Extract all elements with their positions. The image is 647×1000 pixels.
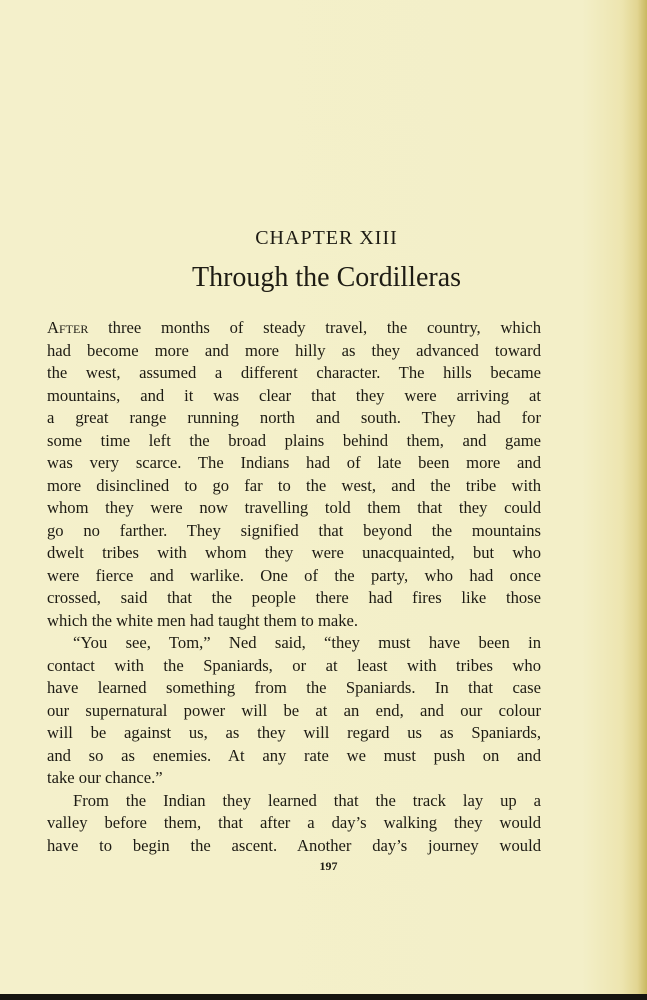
drop-word: After: [47, 318, 89, 337]
text-line: go no farther. They signified that beyond the mountains: [47, 520, 541, 540]
text-line: some time left the broad plains behind them, and game: [47, 430, 541, 450]
text-line: were fierce and warlike. One of the party, who had once: [47, 565, 541, 585]
text-line: the west, assumed a different character. The hills became: [47, 363, 541, 382]
text-line: After three months of steady travel, the country, which: [47, 318, 541, 337]
text-line: had become more and more hilly as they advanced toward: [47, 340, 541, 360]
text-line: crossed, said that the people there had fires like those: [47, 588, 541, 607]
text-line: “You see, Tom,” Ned said, “they must have been in: [73, 633, 541, 652]
text-line: will be against us, as they will regard us as Spaniards,: [47, 723, 541, 742]
text-line: which the white men had taught them to make.: [47, 610, 359, 630]
text-line: dwelt tribes with whom they were unacquainted, but who: [47, 543, 541, 562]
text-line: our supernatural power will be at an end, and our colour: [47, 700, 541, 720]
text-line: was very scarce. The Indians had of late been more and: [47, 453, 541, 472]
page-number: 197: [319, 859, 338, 873]
text-line: From the Indian they learned that the track lay up a: [73, 790, 541, 810]
text-line: have to begin the ascent. Another day’s journey would: [47, 835, 541, 855]
text-line: mountains, and it was clear that they were arriving at: [47, 385, 541, 405]
text-line: take our chance.”: [47, 768, 163, 787]
text-line: a great range running north and south. They had for: [47, 408, 541, 427]
chapter-title: Through the Cordilleras: [191, 262, 462, 293]
text-line: and so as enemies. At any rate we must push on and: [47, 745, 541, 765]
text-line: valley before them, that after a day’s walking they would: [47, 813, 541, 832]
text-line: whom they were now travelling told them that they could: [47, 498, 541, 517]
chapter-number: CHAPTER XIII: [255, 227, 398, 249]
text-line: more disinclined to go far to the west, and the tribe with: [47, 475, 541, 495]
text-line: have learned something from the Spaniards. In that case: [47, 678, 541, 697]
scan-edge: [0, 994, 647, 1000]
text-line: contact with the Spaniards, or at least with tribes who: [47, 655, 541, 675]
body-text: [47, 317, 541, 857]
